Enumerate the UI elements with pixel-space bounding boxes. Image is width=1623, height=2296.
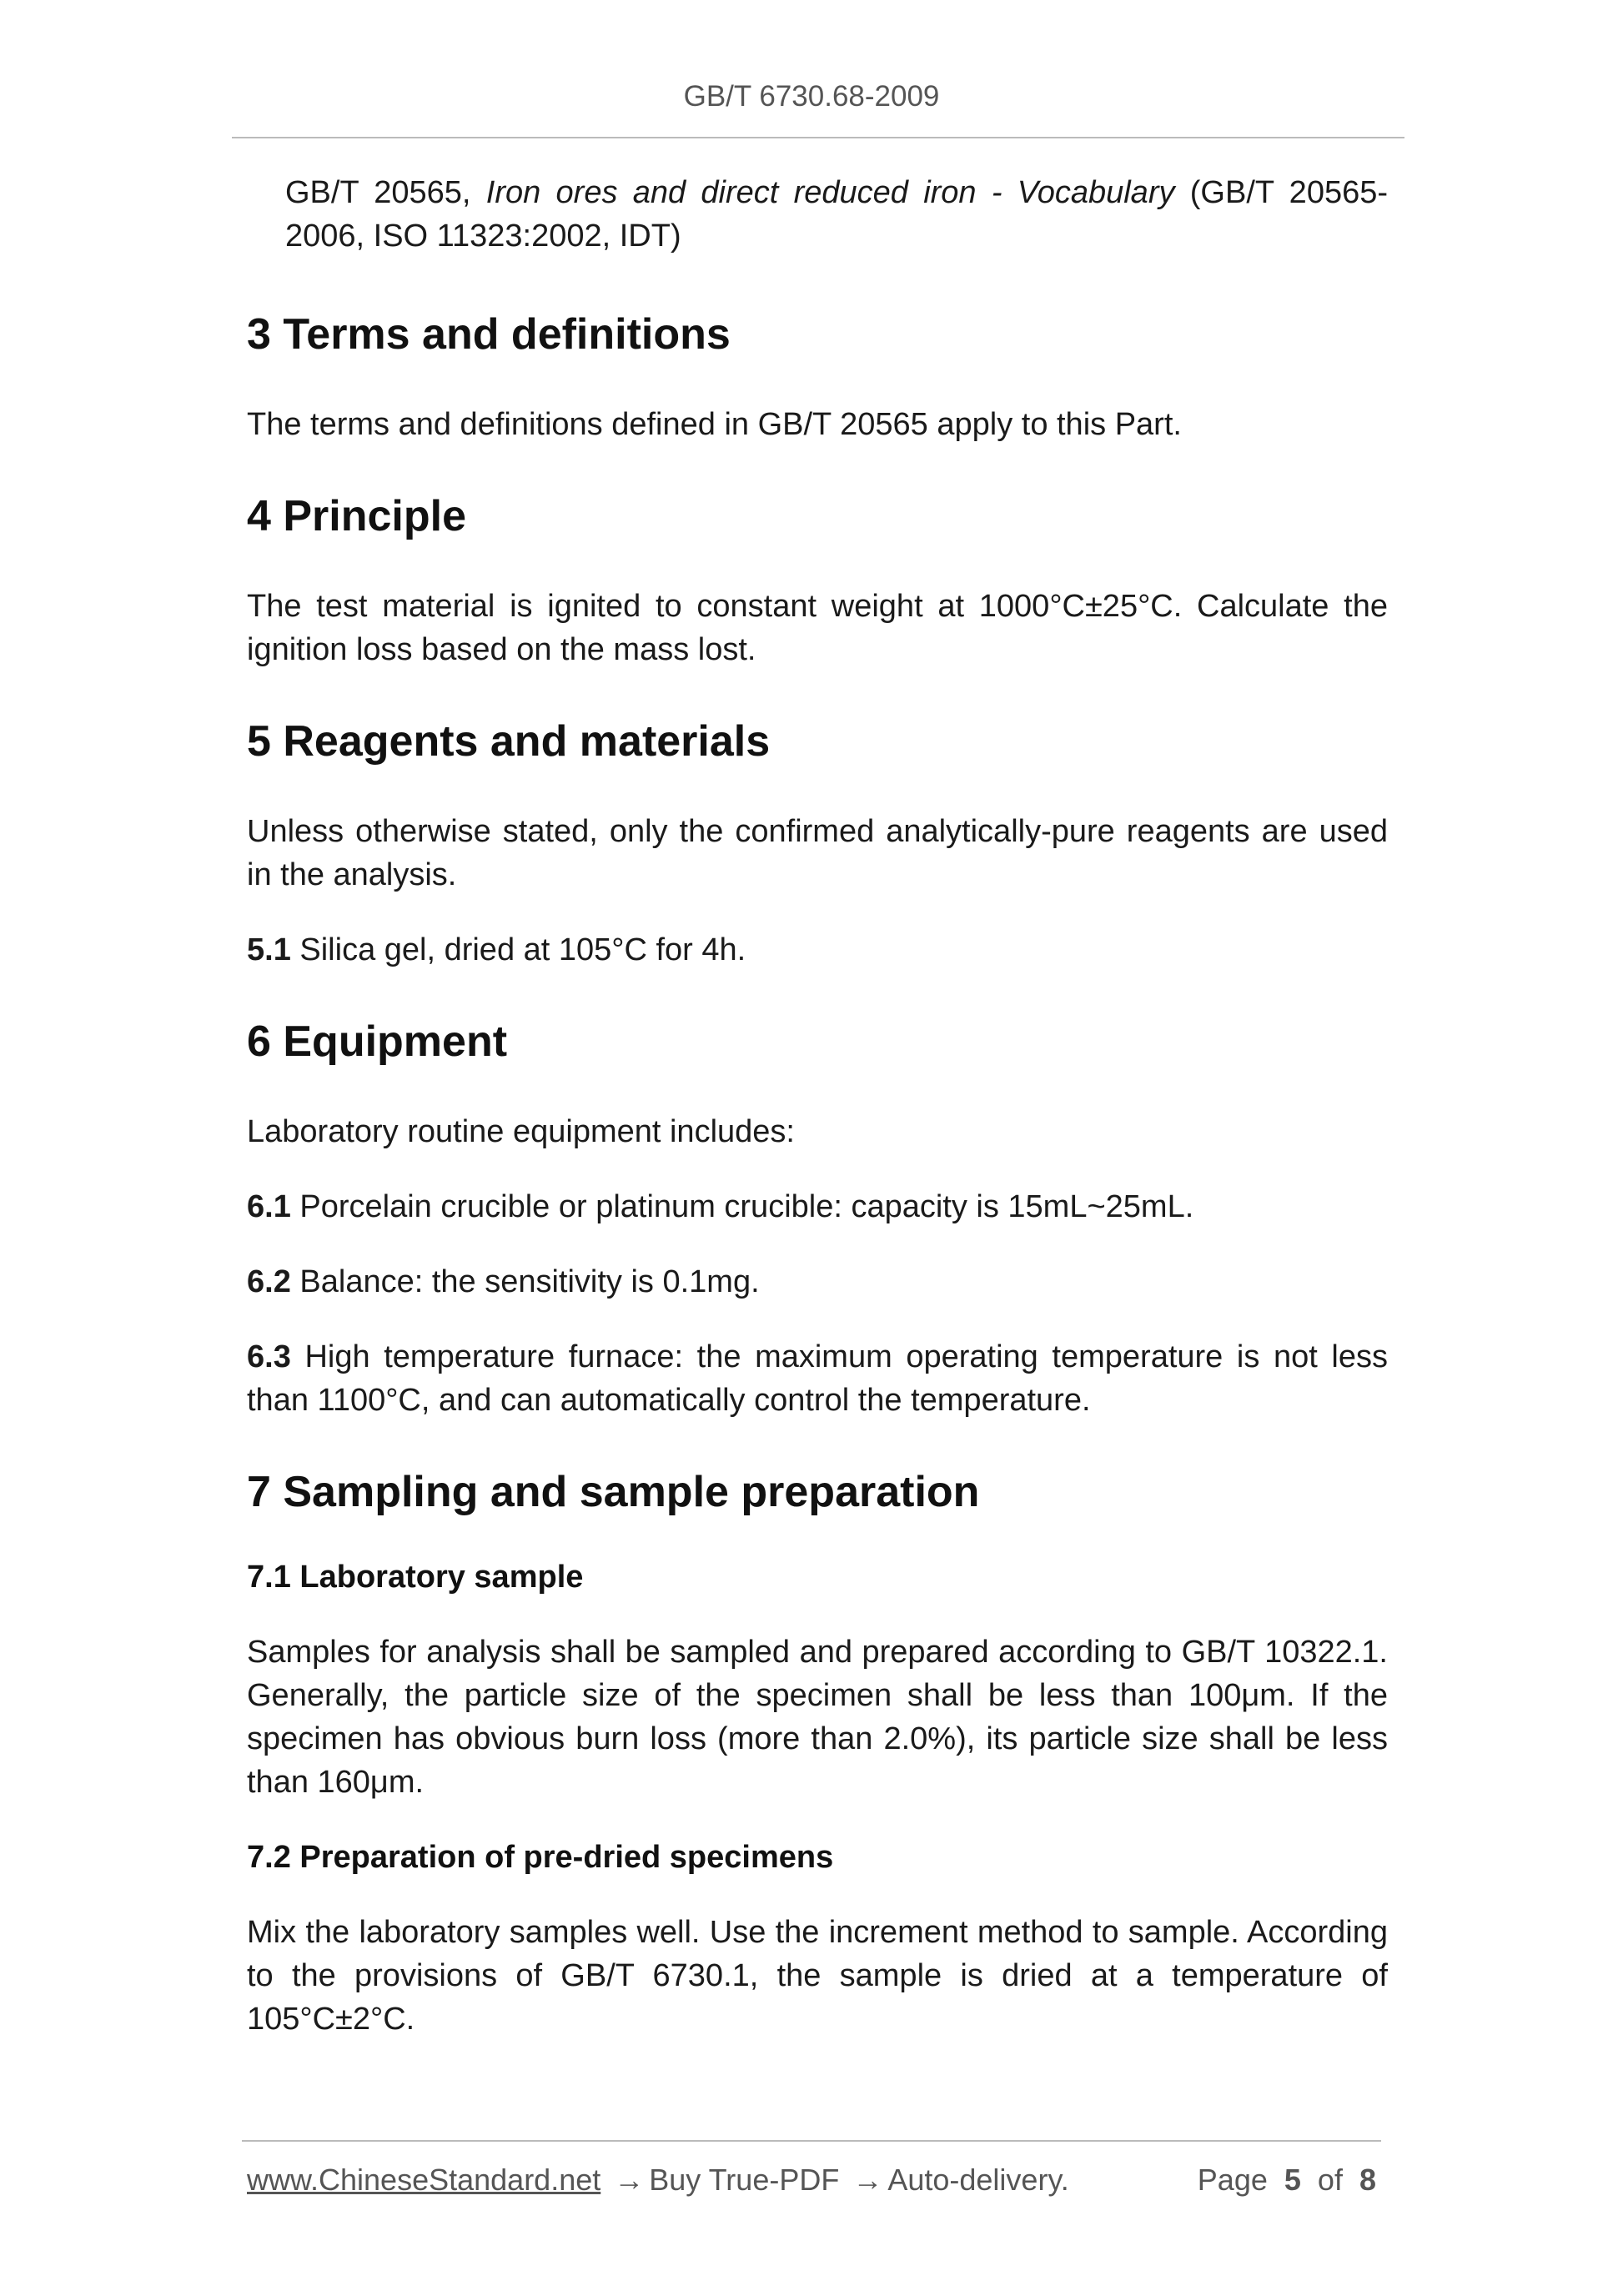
section-4-heading: 4 Principle (247, 492, 466, 540)
subsection-7-1-text: Samples for analysis shall be sampled and prepared according to GB/T 10322.1. Generally, the particle size of the specimen shall be less than 100μm. If the specimen has obvious burn loss (more than 2.0%), its particle size shall be less than 160μm. (247, 1635, 1388, 1800)
page-number (1198, 2162, 1376, 2198)
arrow-right-icon: → (614, 2163, 645, 2197)
footer-divider (242, 2140, 1381, 2142)
page-header: GB/T 6730.68-2009 (683, 80, 940, 113)
ref-suffix: (GB/T 20565-2006, ISO 11323:2002, IDT) (285, 175, 1389, 254)
clause-5-1 (247, 928, 1388, 972)
clause-text: Silica gel, dried at 105°C for 4h. (299, 932, 746, 967)
of-label: of (1317, 2163, 1343, 2197)
section-4-text: The test material is ignited to constant weight at 1000°C±25°C. Calculate the ignition loss based on the mass lost. (247, 589, 1388, 667)
section-7-heading: 7 Sampling and sample preparation (247, 1468, 980, 1516)
footer-promo (247, 2162, 1069, 2198)
subsection-7-1-heading: 7.1 Laboratory sample (247, 1560, 584, 1595)
buy-text: Buy True-PDF (649, 2163, 840, 2197)
site-link[interactable]: www.ChineseStandard.net (247, 2163, 601, 2197)
section-5-text: Unless otherwise stated, only the confirmed analytically-pure reagents are used in the analysis. (247, 814, 1388, 892)
clause-text: Balance: the sensitivity is 0.1mg. (299, 1264, 760, 1299)
total-pages: 8 (1359, 2163, 1376, 2197)
subsection-7-2-heading: 7.2 Preparation of pre-dried specimens (247, 1840, 834, 1875)
clause-number: 6.3 (247, 1339, 291, 1374)
section-5-heading: 5 Reagents and materials (247, 717, 771, 766)
clause-number: 6.1 (247, 1189, 291, 1224)
section-6-heading: 6 Equipment (247, 1017, 508, 1066)
current-page: 5 (1284, 2163, 1301, 2197)
header-divider (232, 137, 1404, 138)
ref-code: GB/T 20565, (285, 175, 471, 210)
delivery-text: Auto-delivery. (887, 2163, 1069, 2197)
clause-6-1 (247, 1185, 1388, 1228)
section-6-text: Laboratory routine equipment includes: (247, 1114, 795, 1149)
clause-text: High temperature furnace: the maximum operating temperature is not less than 1100°C, and can automatically control the temperature. (247, 1339, 1388, 1418)
clause-number: 6.2 (247, 1264, 291, 1299)
clause-6-3 (247, 1335, 1388, 1422)
section-3-text: The terms and definitions defined in GB/T 20565 apply to this Part. (247, 407, 1182, 442)
subsection-7-2-text: Mix the laboratory samples well. Use the increment method to sample. According to the provisions of GB/T 6730.1, the sample is dried at a temperature of 105°C±2°C. (247, 1915, 1388, 2037)
clause-text: Porcelain crucible or platinum crucible: capacity is 15mL~25mL. (299, 1189, 1194, 1224)
document-body (247, 171, 1388, 2041)
normative-reference (285, 171, 1388, 258)
arrow-right-icon: → (852, 2163, 883, 2197)
ref-title: Iron ores and direct reduced iron - Vocabulary (485, 175, 1175, 210)
section-3-heading: 3 Terms and definitions (247, 310, 731, 359)
clause-6-2 (247, 1260, 1388, 1304)
page-label: Page (1197, 2163, 1268, 2197)
clause-number: 5.1 (247, 932, 291, 967)
